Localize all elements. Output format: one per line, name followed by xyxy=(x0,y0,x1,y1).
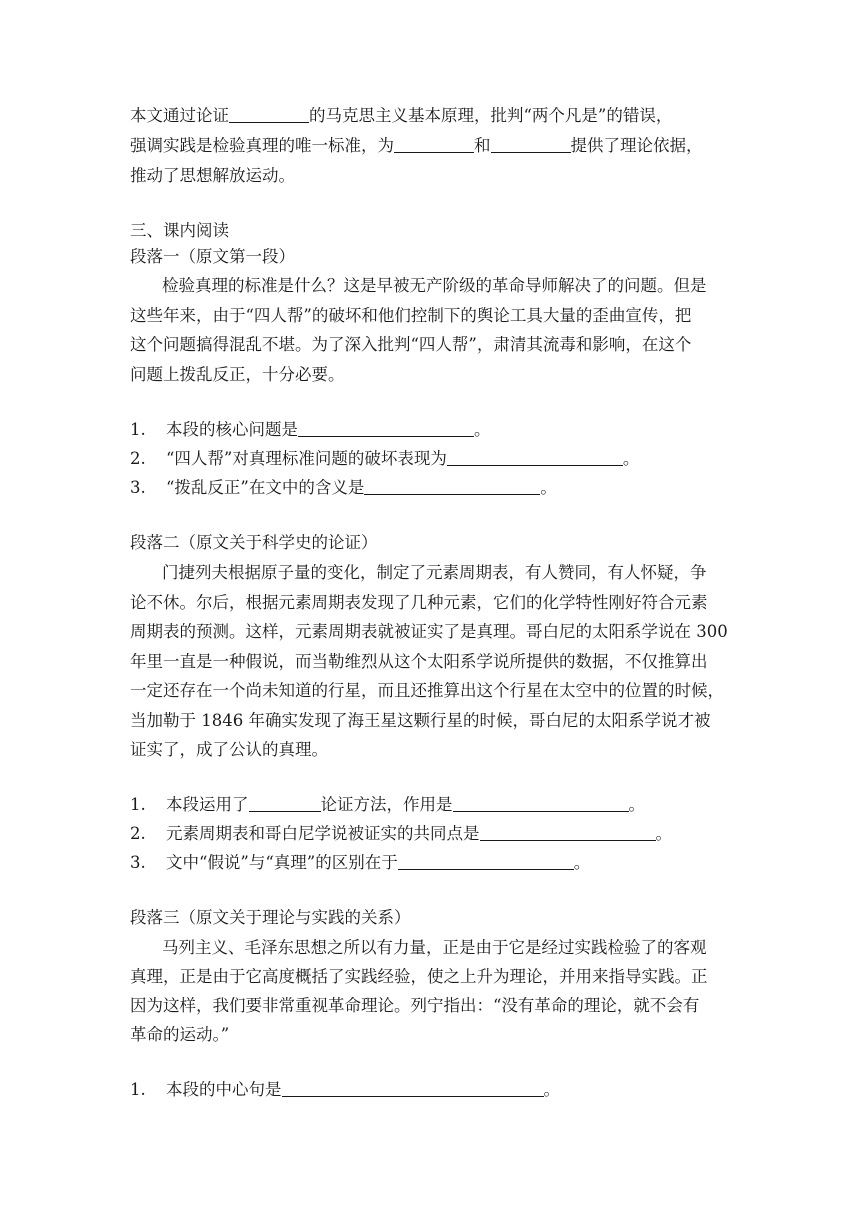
question-text: 本段运用了 xyxy=(166,795,249,814)
question-text: 本段的中心句是 xyxy=(166,1080,282,1099)
paragraph-1-heading: 段落一（原文第一段） xyxy=(130,247,295,266)
fill-blank[interactable] xyxy=(229,106,309,123)
question-text: “拨乱反正”在文中的含义是 xyxy=(166,478,365,497)
question-text: 。 xyxy=(573,853,591,872)
question-text: 文中“假说”与“真理”的区别在于 xyxy=(166,853,398,872)
question-text: 。 xyxy=(474,420,491,439)
paragraph-1-line: 检验真理的标准是什么？这是早被无产阶级的革命导师解决了的问题。但是 xyxy=(162,276,707,295)
paragraph-2-heading: 段落二（原文关于科学史的论证） xyxy=(130,533,378,552)
paragraph-3-line: 真理，正是由于它高度概括了实践经验，使之上升为理论，并用来指导实践。正 xyxy=(130,967,708,986)
answer-blank[interactable] xyxy=(282,1080,544,1097)
paragraph-3-line: 马列主义、毛泽东思想之所以有力量，正是由于它是经过实践检验了的客观 xyxy=(162,938,707,957)
question-text: 。 xyxy=(540,478,557,497)
paragraph-1-line: 这个问题搞得混乱不堪。为了深入批判“四人帮”，肃清其流毒和影响，在这个 xyxy=(130,335,692,354)
answer-blank[interactable] xyxy=(364,478,540,495)
question-item xyxy=(130,419,491,441)
question-item xyxy=(130,823,672,845)
paragraph-2-line: 一定还存在一个尚未知道的行星，而且还推算出这个行星在太空中的位置的时候， xyxy=(130,681,724,700)
paragraph-2-line: 当加勒于 1846 年确实发现了海王星这颗行星的时候，哥白尼的太阳系学说才被 xyxy=(130,711,711,730)
section-title: 三、课内阅读 xyxy=(130,221,229,240)
answer-blank[interactable] xyxy=(447,449,623,466)
question-text: 。 xyxy=(628,795,645,814)
answer-blank[interactable] xyxy=(298,420,474,437)
question-item xyxy=(130,794,645,816)
question-number: 1. xyxy=(130,795,146,814)
fill-blank[interactable] xyxy=(394,136,474,153)
intro-text: 本文通过论证 xyxy=(130,106,229,125)
question-text: 论证方法，作用是 xyxy=(320,795,453,814)
question-text: 本段的核心问题是 xyxy=(166,420,298,439)
paragraph-2-line: 年里一直是一种假说，而当勒维烈从这个太阳系学说所提供的数据，不仅推算出 xyxy=(130,652,708,671)
paragraph-3-line: 因为这样，我们要非常重视革命理论。列宁指出：“没有革命的理论，就不会有 xyxy=(130,996,700,1015)
intro-text: 提供了理论依据， xyxy=(570,136,703,155)
paragraph-2-line: 周期表的预测。这样，元素周期表就被证实了是真理。哥白尼的太阳系学说在 300 xyxy=(130,622,728,641)
paragraph-2-line: 证实了，成了公认的真理。 xyxy=(130,740,328,759)
intro-line-3 xyxy=(130,165,295,187)
intro-text: 强调实践是检验真理的唯一标准，为 xyxy=(130,136,394,155)
intro-text: 推动了思想解放运动。 xyxy=(130,166,295,185)
question-text: 。 xyxy=(543,1080,560,1099)
question-text: 。 xyxy=(655,824,672,843)
intro-text: 和 xyxy=(474,136,491,155)
question-number: 2. xyxy=(130,449,146,468)
question-text: “四人帮”对真理标准问题的破坏表现为 xyxy=(166,449,447,468)
answer-blank[interactable] xyxy=(398,853,574,870)
question-number: 1. xyxy=(130,1080,146,1099)
intro-text: 的马克思主义基本原理，批判“两个凡是”的错误， xyxy=(309,106,673,125)
question-item xyxy=(130,477,557,499)
answer-blank[interactable] xyxy=(453,795,629,812)
question-number: 1. xyxy=(130,420,146,439)
question-number: 2. xyxy=(130,824,146,843)
answer-blank[interactable] xyxy=(249,795,321,812)
paragraph-3-line: 革命的运动。” xyxy=(130,1025,230,1044)
answer-blank[interactable] xyxy=(480,824,656,841)
intro-line-2 xyxy=(130,135,703,157)
question-text: 元素周期表和哥白尼学说被证实的共同点是 xyxy=(166,824,480,843)
paragraph-1-line: 这些年来，由于“四人帮”的破坏和他们控制下的舆论工具大量的歪曲宣传，把 xyxy=(130,306,692,325)
question-item xyxy=(130,448,639,470)
question-number: 3. xyxy=(130,853,146,872)
question-text: 。 xyxy=(622,449,640,468)
fill-blank[interactable] xyxy=(491,136,571,153)
paragraph-3-heading: 段落三（原文关于理论与实践的关系） xyxy=(130,908,411,927)
question-number: 3. xyxy=(130,478,146,497)
paragraph-2-line: 门捷列夫根据原子量的变化，制定了元素周期表，有人赞同，有人怀疑，争 xyxy=(162,563,707,582)
question-item xyxy=(130,852,590,874)
paragraph-1-line: 问题上拨乱反正，十分必要。 xyxy=(130,365,345,384)
question-item xyxy=(130,1079,560,1101)
intro-line-1 xyxy=(130,105,672,127)
paragraph-2-line: 论不休。尔后，根据元素周期表发现了几种元素，它们的化学特性刚好符合元素 xyxy=(130,593,708,612)
